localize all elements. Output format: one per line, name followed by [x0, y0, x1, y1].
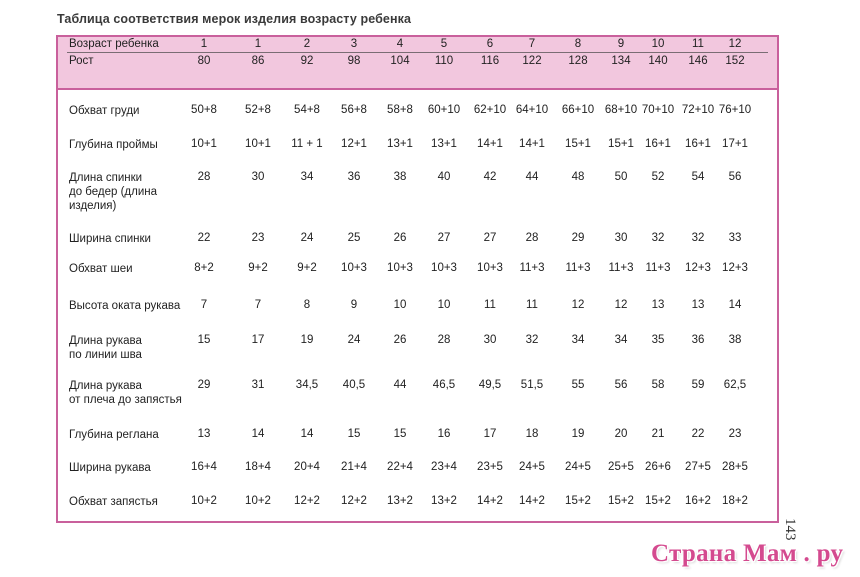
table-cell: 34: [571, 334, 585, 346]
row-label: Глубина проймы: [69, 139, 158, 151]
table-cell: 34,5: [295, 379, 319, 391]
table-cell: 13+1: [431, 138, 457, 150]
table-cell: 10+1: [245, 138, 271, 150]
table-cell: 8+2: [194, 262, 214, 274]
table-cell: 11: [484, 299, 496, 311]
table-cell: 70+10: [641, 104, 675, 116]
table-cell: 29: [197, 379, 211, 391]
table-cell: 52: [651, 171, 665, 183]
table-cell: 31: [251, 379, 265, 391]
table-cell: 27+5: [685, 461, 711, 473]
table-cell: 16+1: [685, 138, 711, 150]
table-cell: 27: [437, 232, 451, 244]
height-cell: 80: [197, 55, 211, 67]
table-cell: 68+10: [604, 104, 638, 116]
header-bottom-border: [58, 88, 777, 90]
row-label: изделия): [69, 200, 117, 212]
table-cell: 10+2: [245, 495, 271, 507]
height-cell: 116: [480, 55, 500, 67]
table-cell: 21: [651, 428, 665, 440]
table-cell: 25+5: [608, 461, 634, 473]
table-cell: 33: [728, 232, 742, 244]
table-cell: 17: [483, 428, 497, 440]
table-cell: 20: [614, 428, 628, 440]
table-header: [58, 37, 777, 90]
table-cell: 28+5: [722, 461, 748, 473]
table-cell: 42: [483, 171, 497, 183]
table-cell: 32: [651, 232, 665, 244]
table-cell: 23+4: [431, 461, 457, 473]
age-cell: 1: [200, 38, 208, 50]
row-label: Длина рукава: [69, 380, 142, 392]
age-cell: 10: [651, 38, 665, 50]
table-cell: 11 + 1: [291, 138, 323, 150]
table-cell: 56: [728, 171, 742, 183]
table-cell: 54+8: [294, 104, 320, 116]
table-cell: 38: [393, 171, 407, 183]
table-cell: 14+1: [477, 138, 503, 150]
table-cell: 24+5: [565, 461, 591, 473]
table-cell: 9+2: [248, 262, 268, 274]
table-cell: 17+1: [722, 138, 748, 150]
table-cell: 16+1: [645, 138, 671, 150]
table-cell: 28: [437, 334, 451, 346]
table-cell: 10+1: [191, 138, 217, 150]
table-cell: 13+1: [387, 138, 413, 150]
table-cell: 10+3: [387, 262, 413, 274]
table-cell: 14+2: [477, 495, 503, 507]
table-cell: 19: [571, 428, 585, 440]
age-cell: 7: [528, 38, 536, 50]
row-label: Высота оката рукава: [69, 300, 181, 312]
age-cell: 8: [574, 38, 582, 50]
height-cell: 140: [648, 55, 668, 67]
age-cell: 9: [617, 38, 625, 50]
table-cell: 13+2: [387, 495, 413, 507]
table-cell: 19: [300, 334, 314, 346]
height-cell: 128: [568, 55, 588, 67]
table-cell: 35: [651, 334, 665, 346]
table-cell: 44: [525, 171, 539, 183]
table-cell: 10: [437, 299, 451, 311]
table-cell: 76+10: [718, 104, 752, 116]
header-divider: [67, 52, 768, 53]
table-cell: 10+3: [431, 262, 457, 274]
table-cell: 58+8: [387, 104, 413, 116]
table-cell: 66+10: [561, 104, 595, 116]
table-cell: 28: [525, 232, 539, 244]
table-cell: 12+2: [341, 495, 367, 507]
table-cell: 48: [571, 171, 585, 183]
table-cell: 54: [691, 171, 705, 183]
age-cell: 2: [303, 38, 311, 50]
table-cell: 13+2: [431, 495, 457, 507]
table-cell: 12+2: [294, 495, 320, 507]
table-cell: 24: [347, 334, 361, 346]
table-cell: 44: [393, 379, 407, 391]
table-cell: 8: [303, 299, 311, 311]
table-cell: 10+3: [477, 262, 503, 274]
table-cell: 15+2: [608, 495, 634, 507]
table-cell: 15+1: [565, 138, 591, 150]
table-cell: 30: [251, 171, 265, 183]
table-cell: 50: [614, 171, 628, 183]
table-cell: 36: [691, 334, 705, 346]
site-watermark: Страна Мам . ру: [651, 540, 844, 567]
page-number: 143: [782, 518, 798, 541]
height-cell: 104: [390, 55, 410, 67]
table-cell: 13: [651, 299, 665, 311]
row-label: Ширина спинки: [69, 233, 151, 245]
table-cell: 50+8: [191, 104, 217, 116]
age-header-label: Возраст ребенка: [69, 38, 159, 50]
table-cell: 24+5: [519, 461, 545, 473]
table-cell: 12+3: [685, 262, 711, 274]
height-cell: 122: [522, 55, 542, 67]
table-cell: 23+5: [477, 461, 503, 473]
table-cell: 16: [437, 428, 451, 440]
row-label: до бедер (длина: [69, 186, 158, 198]
table-cell: 11+3: [519, 262, 545, 274]
table-cell: 22: [197, 232, 211, 244]
table-cell: 29: [571, 232, 585, 244]
row-label: Глубина реглана: [69, 429, 159, 441]
table-cell: 21+4: [341, 461, 367, 473]
table-cell: 12: [571, 299, 585, 311]
row-label: Ширина рукава: [69, 462, 151, 474]
table-cell: 46,5: [432, 379, 456, 391]
table-cell: 7: [254, 299, 262, 311]
table-cell: 16+4: [191, 461, 217, 473]
table-cell: 16+2: [685, 495, 711, 507]
age-cell: 5: [440, 38, 448, 50]
measurements-table: [56, 35, 779, 523]
table-cell: 14: [300, 428, 314, 440]
height-cell: 86: [251, 55, 265, 67]
table-cell: 26: [393, 232, 407, 244]
table-cell: 28: [197, 171, 211, 183]
table-cell: 11+3: [608, 262, 634, 274]
table-cell: 24: [300, 232, 314, 244]
table-cell: 15: [393, 428, 407, 440]
table-cell: 15: [197, 334, 211, 346]
table-cell: 49,5: [478, 379, 502, 391]
table-cell: 14: [251, 428, 265, 440]
height-cell: 146: [688, 55, 708, 67]
table-cell: 32: [691, 232, 705, 244]
table-cell: 26+6: [645, 461, 671, 473]
table-cell: 17: [251, 334, 265, 346]
table-cell: 20+4: [294, 461, 320, 473]
table-cell: 32: [525, 334, 539, 346]
table-cell: 30: [614, 232, 628, 244]
age-cell: 1: [254, 38, 262, 50]
row-label: Обхват запястья: [69, 496, 158, 508]
row-label: Обхват груди: [69, 105, 140, 117]
table-cell: 18: [525, 428, 539, 440]
table-cell: 52+8: [245, 104, 271, 116]
table-cell: 36: [347, 171, 361, 183]
table-cell: 40: [437, 171, 451, 183]
table-cell: 23: [728, 428, 742, 440]
table-cell: 10+3: [341, 262, 367, 274]
age-cell: 11: [692, 38, 704, 50]
table-cell: 11+3: [565, 262, 591, 274]
table-cell: 7: [200, 299, 208, 311]
height-cell: 92: [300, 55, 314, 67]
table-cell: 14+2: [519, 495, 545, 507]
table-cell: 60+10: [427, 104, 461, 116]
table-cell: 34: [300, 171, 314, 183]
row-label: по линии шва: [69, 349, 142, 361]
table-cell: 62+10: [473, 104, 507, 116]
row-label: от плеча до запястья: [69, 394, 182, 406]
table-cell: 18+2: [722, 495, 748, 507]
row-label: Длина рукава: [69, 335, 142, 347]
age-cell: 12: [728, 38, 742, 50]
table-cell: 13: [691, 299, 705, 311]
table-cell: 40,5: [342, 379, 366, 391]
table-cell: 15+2: [565, 495, 591, 507]
age-cell: 3: [350, 38, 358, 50]
row-label: Обхват шеи: [69, 263, 133, 275]
table-cell: 14+1: [519, 138, 545, 150]
table-title: Таблица соответствия мерок изделия возрасту ребенка: [57, 12, 412, 26]
table-cell: 51,5: [520, 379, 544, 391]
table-cell: 15+1: [608, 138, 634, 150]
table-cell: 9: [350, 299, 358, 311]
table-cell: 26: [393, 334, 407, 346]
height-cell: 134: [611, 55, 631, 67]
table-cell: 23: [251, 232, 265, 244]
row-label: Длина спинки: [69, 172, 143, 184]
height-cell: 98: [347, 55, 361, 67]
table-cell: 25: [347, 232, 361, 244]
table-cell: 11+3: [645, 262, 671, 274]
table-cell: 12+3: [722, 262, 748, 274]
table-cell: 11: [526, 299, 538, 311]
table-cell: 18+4: [245, 461, 271, 473]
table-cell: 62,5: [723, 379, 747, 391]
height-cell: 110: [434, 55, 454, 67]
age-cell: 6: [486, 38, 494, 50]
table-cell: 14: [728, 299, 742, 311]
table-cell: 58: [651, 379, 665, 391]
table-cell: 72+10: [681, 104, 715, 116]
table-cell: 56+8: [341, 104, 367, 116]
table-cell: 55: [571, 379, 585, 391]
table-cell: 34: [614, 334, 628, 346]
table-cell: 9+2: [297, 262, 317, 274]
table-cell: 22: [691, 428, 705, 440]
table-cell: 30: [483, 334, 497, 346]
table-cell: 12+1: [341, 138, 367, 150]
table-cell: 27: [483, 232, 497, 244]
table-cell: 13: [197, 428, 211, 440]
age-cell: 4: [396, 38, 404, 50]
table-cell: 15+2: [645, 495, 671, 507]
table-cell: 64+10: [515, 104, 549, 116]
table-cell: 15: [347, 428, 361, 440]
table-cell: 22+4: [387, 461, 413, 473]
table-cell: 10+2: [191, 495, 217, 507]
height-cell: 152: [725, 55, 745, 67]
table-cell: 38: [728, 334, 742, 346]
table-cell: 10: [393, 299, 407, 311]
table-cell: 56: [614, 379, 628, 391]
height-header-label: Рост: [69, 55, 94, 67]
table-cell: 59: [691, 379, 705, 391]
table-cell: 12: [614, 299, 628, 311]
